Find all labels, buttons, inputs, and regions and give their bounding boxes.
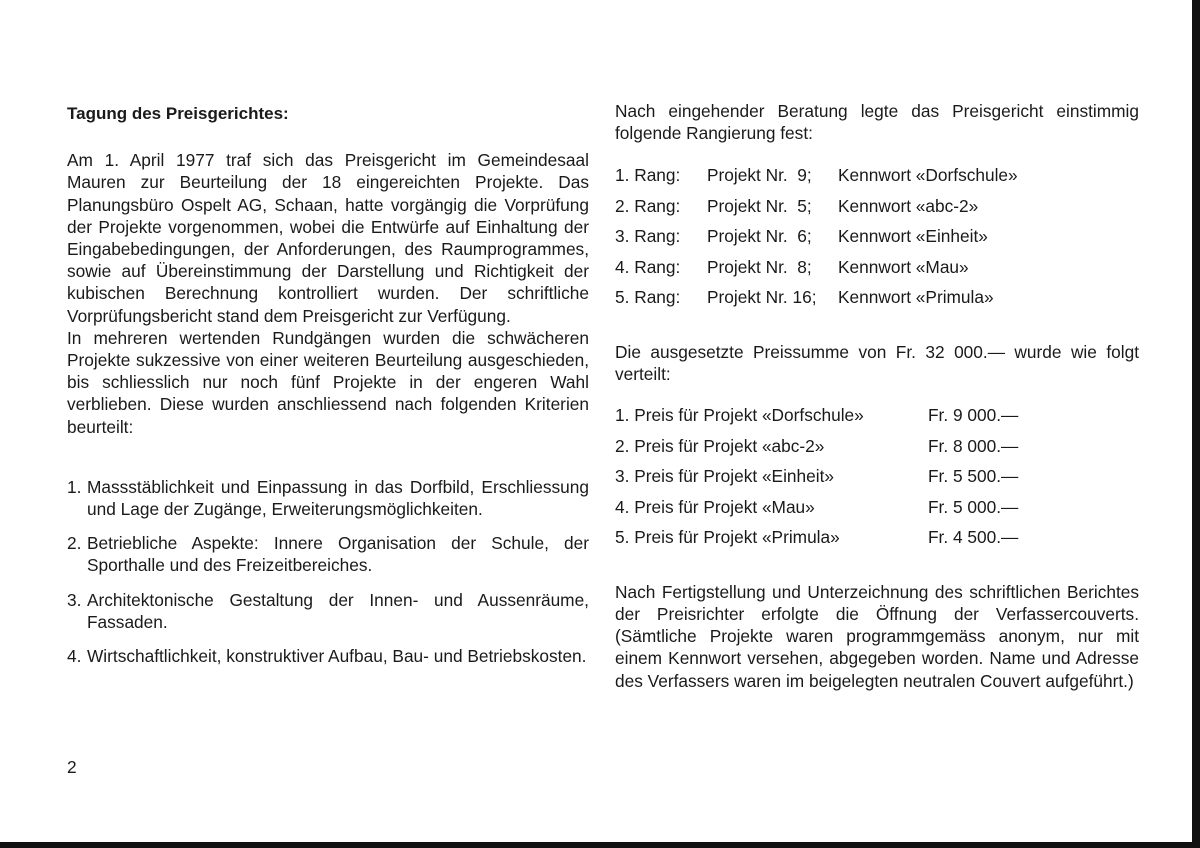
rounds-paragraph: In mehreren wertenden Rundgängen wurden die schwächeren Projekte sukzessive von einer weiteren Beurteilung ausgeschieden, bis schliesslich nur noch fünf Projekte in der engeren Wahl verblieben. Diese wurden anschliessend nach folgenden Kriterien beurteilt: <box>67 327 589 437</box>
project-number: Projekt Nr. 6; <box>707 226 812 247</box>
left-column <box>67 100 589 679</box>
criterion-item <box>67 532 589 576</box>
criterion-number: 4. <box>67 646 82 667</box>
criterion-item <box>67 589 589 633</box>
rank-label: 2. Rang: <box>615 195 681 216</box>
rank-label: 4. Rang: <box>615 256 681 277</box>
ranking-intro: Nach eingehender Beratung legte das Preisgericht einstimmig folgende Rangierung fest: <box>615 101 1139 144</box>
prize-row <box>615 404 1139 435</box>
right-column <box>615 100 1139 692</box>
criterion-number: 3. <box>67 589 82 610</box>
prize-row <box>615 465 1139 496</box>
project-keyword: Kennwort «Dorfschule» <box>838 165 1018 186</box>
project-keyword: Kennwort «Mau» <box>838 256 969 277</box>
closing-paragraph: Nach Fertigstellung und Unterzeichnung des schriftlichen Berichtes der Preisrichter erfolgte die Öffnung der Verfassercouverts. (Sämtliche Projekte waren programmgemäss anonym, nur mit einem Kennwort versehen, abgegeben worden. Name und Adresse des Verfassers waren im beigelegten neutralen Couvert aufgeführt.) <box>615 581 1139 691</box>
project-number: Projekt Nr. 9; <box>707 165 812 186</box>
prize-row <box>615 526 1139 557</box>
criterion-number: 1. <box>67 476 82 497</box>
project-keyword: Kennwort «abc-2» <box>838 195 979 216</box>
prize-intro: Die ausgesetzte Preissumme von Fr. 32 000.— wurde wie folgt verteilt: <box>615 341 1139 385</box>
criterion-item <box>67 476 589 520</box>
ranking-row <box>615 286 1139 317</box>
prize-label: 2. Preis für Projekt «abc-2» <box>615 435 825 456</box>
prize-amount: Fr. 5 000.— <box>928 496 1019 517</box>
criterion-text: Wirtschaftlichkeit, konstruktiver Aufbau, Bau- und Betriebskosten. <box>87 646 587 667</box>
prize-label: 3. Preis für Projekt «Einheit» <box>615 466 835 487</box>
rank-label: 3. Rang: <box>615 226 681 247</box>
criterion-number: 2. <box>67 533 82 554</box>
criterion-text: Architektonische Gestaltung der Innen- und Aussenräume, Fassaden. <box>87 589 589 632</box>
rank-label: 5. Rang: <box>615 287 681 308</box>
project-number: Projekt Nr. 16; <box>707 287 817 308</box>
prize-list <box>615 404 1139 557</box>
prize-label: 4. Preis für Projekt «Mau» <box>615 496 815 517</box>
criterion-text: Betriebliche Aspekte: Innere Organisation der Schule, der Sporthalle und des Freizeitbereiches. <box>87 533 589 576</box>
criterion-item <box>67 645 589 667</box>
prize-amount: Fr. 9 000.— <box>928 405 1019 426</box>
criteria-list <box>67 476 589 667</box>
ranking-row <box>615 225 1139 256</box>
project-keyword: Kennwort «Einheit» <box>838 226 988 247</box>
ranking-row <box>615 195 1139 226</box>
ranking-list <box>615 164 1139 317</box>
prize-amount: Fr. 5 500.— <box>928 466 1019 487</box>
rank-label: 1. Rang: <box>615 165 681 186</box>
ranking-row <box>615 256 1139 287</box>
prize-row <box>615 496 1139 527</box>
prize-label: 1. Preis für Projekt «Dorfschule» <box>615 405 864 426</box>
section-heading: Tagung des Preisgerichtes: <box>67 104 289 123</box>
project-number: Projekt Nr. 5; <box>707 195 812 216</box>
prize-amount: Fr. 4 500.— <box>928 527 1019 548</box>
prize-amount: Fr. 8 000.— <box>928 435 1019 456</box>
page-number: 2 <box>67 757 77 777</box>
prize-label: 5. Preis für Projekt «Primula» <box>615 527 840 548</box>
criterion-text: Massstäblichkeit und Einpassung in das Dorfbild, Erschliessung und Lage der Zugänge, Erweiterungsmöglichkeiten. <box>87 476 589 520</box>
prize-row <box>615 435 1139 466</box>
ranking-row <box>615 164 1139 195</box>
intro-paragraph: Am 1. April 1977 traf sich das Preisgericht im Gemeindesaal Mauren zur Beurteilung der 18 eingereichten Projekte. Das Planungsbüro Ospelt AG, Schaan, hatte vorgängig die Vorprüfung der Projekte vorgenommen, wobei die Entwürfe auf Einhaltung der Eingabebedingungen, der Anforderungen, des Raumprogrammes, sowie auf Übereinstimmung der Darstellung und Richtigkeit der kubischen Berechnung kontrolliert wurden. Der schriftliche Vorprüfungsbericht stand dem Preisgericht zur Verfügung. <box>67 150 589 326</box>
project-keyword: Kennwort «Primula» <box>838 287 994 308</box>
project-number: Projekt Nr. 8; <box>707 256 812 277</box>
